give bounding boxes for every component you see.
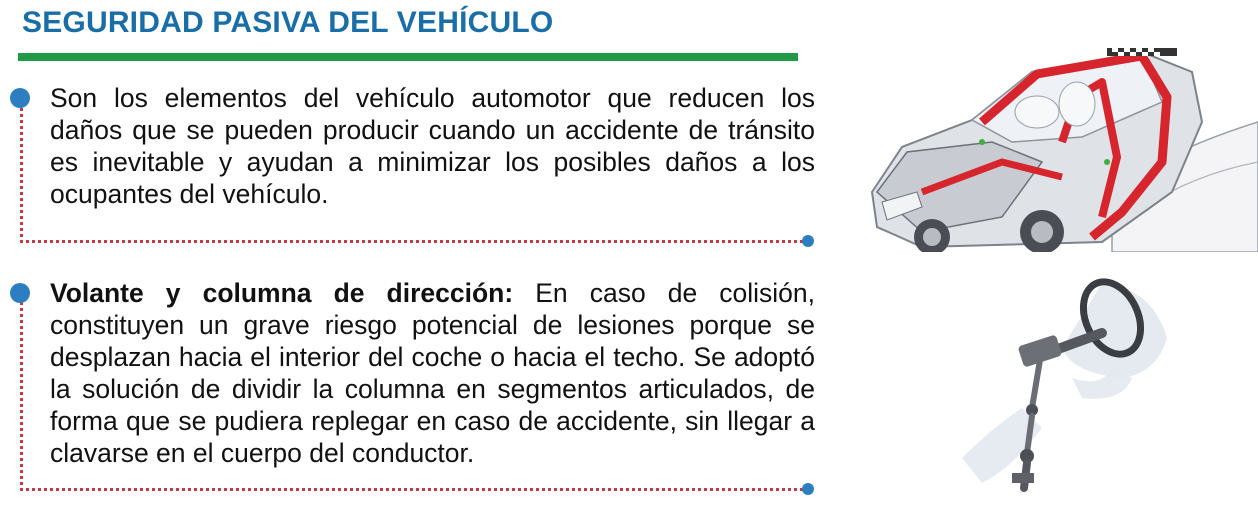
steering-block [10, 275, 820, 500]
bullet-dot [10, 283, 30, 303]
frame-end-dot [802, 483, 814, 495]
definition-block [10, 80, 820, 250]
steering-column-illustration [952, 278, 1177, 498]
steering-paragraph [50, 277, 815, 469]
definition-text: Son los elementos del vehículo automotor que reducen los daños que se pueden producir cuando un accidente de tránsito es inevitable y ayudan a minimizar los posibles daños a los ocupantes del vehículo. [50, 83, 815, 209]
steering-text: En caso de colisión, constituyen un grave riesgo potencial de lesiones porque se desplazan hacia el interior del coche o hacia el techo. Se adoptó la solución de dividir la columna en segmentos articulados, de forma que se pudiera replegar en caso de accidente, sin llegar a clavarse en el cuerpo del conductor. [50, 278, 815, 468]
title-underline [18, 53, 798, 61]
bullet-dot [10, 88, 30, 108]
frame-end-dot [802, 235, 814, 247]
car-illustration [862, 42, 1258, 252]
page-title: SEGURIDAD PASIVA DEL VEHÍCULO [22, 6, 554, 39]
steering-label: Volante y columna de dirección: [50, 278, 514, 308]
